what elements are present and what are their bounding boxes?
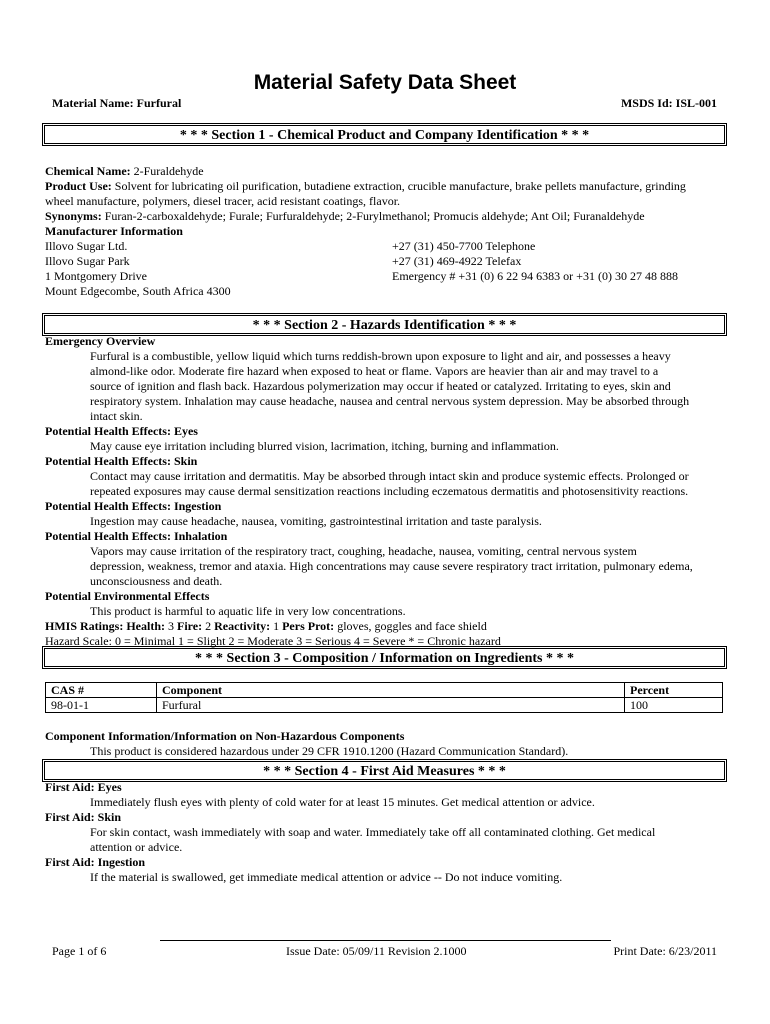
address-line-2: Illovo Sugar Park	[45, 254, 130, 268]
inhalation-effects-text-1: Vapors may cause irritation of the respiratory tract, coughing, headache, nausea, vomiting, central nervous system	[90, 544, 637, 558]
cell-component: Furfural	[157, 698, 625, 713]
address-row-2	[45, 254, 725, 269]
emergency-overview-text-4: respiratory system. Inhalation may cause headache, nausea and central nervous system depression. May be absorbed through	[90, 394, 690, 408]
hazard-scale: Hazard Scale: 0 = Minimal 1 = Slight 2 = Moderate 3 = Serious 4 = Severe * = Chronic hazard	[45, 634, 501, 648]
table-row	[46, 698, 723, 713]
hmis-ratings-line	[45, 619, 725, 634]
telefax: +27 (31) 469-4922 Telefax	[392, 254, 522, 268]
issue-date: Issue Date: 05/09/11 Revision 2.1000	[286, 944, 467, 958]
footer-divider	[160, 940, 611, 941]
hmis-reactivity-value: 1	[273, 619, 280, 633]
non-hazardous-text: This product is considered hazardous under 29 CFR 1910.1200 (Hazard Communication Standard).	[90, 744, 569, 758]
inhalation-effects-text-3: unconsciousness and death.	[90, 574, 223, 588]
inhalation-effects-text-2: depression, weakness, tremor and ataxia. High concentrations may cause severe respiratory tract irritation, pulmonary edema,	[90, 559, 693, 573]
chemical-name-label: Chemical Name:	[45, 164, 131, 178]
manufacturer-label: Manufacturer Information	[45, 224, 183, 238]
emergency-overview-text-5: intact skin.	[90, 409, 143, 423]
address-line-1: Illovo Sugar Ltd.	[45, 239, 128, 253]
product-use-label: Product Use:	[45, 179, 112, 193]
column-header-percent: Percent	[625, 683, 723, 698]
product-use-text: Solvent for lubricating oil purification, butadiene extraction, crucible manufacture, brake pellets manufacture, grinding	[114, 179, 686, 193]
hmis-reactivity-label: Reactivity:	[214, 619, 271, 633]
eyes-effects-label: Potential Health Effects: Eyes	[45, 424, 198, 438]
skin-effects-text-2: repeated exposures may cause dermal sensitization reactions including eczematous dermatitis and photosensitivity reactions.	[90, 484, 689, 498]
emergency-overview-label: Emergency Overview	[45, 334, 156, 348]
non-hazardous-label: Component Information/Information on Non-Hazardous Components	[45, 729, 405, 743]
synonyms-line	[45, 209, 725, 224]
ingestion-effects-label: Potential Health Effects: Ingestion	[45, 499, 222, 513]
first-aid-ingestion-label: First Aid: Ingestion	[45, 855, 146, 869]
emergency-overview-text-3: source of ignition and flash back. Hazardous polymerization may occur if heated or catalyzed. Irritating to eyes, skin and	[90, 379, 671, 393]
print-date: Print Date: 6/23/2011	[613, 944, 717, 958]
hmis-fire-label: Fire:	[177, 619, 203, 633]
column-header-cas: CAS #	[46, 683, 157, 698]
table-header-row	[46, 683, 723, 698]
first-aid-eyes-label: First Aid: Eyes	[45, 780, 122, 794]
section-2-heading: * * * Section 2 - Hazards Identification * * *	[44, 315, 725, 334]
inhalation-effects-label: Potential Health Effects: Inhalation	[45, 529, 228, 543]
address-row-3	[45, 269, 725, 284]
hmis-fire-value: 2	[205, 619, 212, 633]
environmental-effects-text: This product is harmful to aquatic life in very low concentrations.	[90, 604, 406, 618]
first-aid-skin-text-2: attention or advice.	[90, 840, 183, 854]
address-row-1	[45, 239, 725, 254]
skin-effects-text-1: Contact may cause irritation and dermatitis. May be absorbed through intact skin and produce systemic effects. Prolonged or	[90, 469, 689, 483]
section-1-heading: * * * Section 1 - Chemical Product and Company Identification * * *	[44, 125, 725, 144]
material-name: Material Name: Furfural	[52, 96, 182, 110]
page-number: Page 1 of 6	[52, 944, 107, 958]
hmis-pers-prot-label: Pers Prot:	[282, 619, 335, 633]
product-use-text-2: wheel manufacture, polymers, diesel tracer, acid resistant coatings, flavor.	[45, 194, 401, 208]
telephone: +27 (31) 450-7700 Telephone	[392, 239, 536, 253]
section-4-body	[45, 780, 725, 885]
section-4-heading: * * * Section 4 - First Aid Measures * * *	[44, 761, 725, 780]
section-2-body	[45, 334, 725, 649]
chemical-name-line	[45, 164, 725, 179]
msds-id: MSDS Id: ISL-001	[620, 96, 717, 110]
hmis-health-value: 3	[168, 619, 174, 633]
environmental-effects-label: Potential Environmental Effects	[45, 589, 210, 603]
first-aid-ingestion-text: If the material is swallowed, get immediate medical attention or advice -- Do not induce vomiting.	[90, 870, 563, 884]
chemical-name-value: 2-Furaldehyde	[133, 164, 204, 178]
first-aid-skin-label: First Aid: Skin	[45, 810, 122, 824]
first-aid-skin-text-1: For skin contact, wash immediately with soap and water. Immediately take off all contaminated clothing. Get medical	[90, 825, 656, 839]
document-title: Material Safety Data Sheet	[253, 71, 517, 94]
cell-percent: 100	[625, 698, 723, 713]
cell-cas: 98-01-1	[46, 698, 157, 713]
section-3-heading: * * * Section 3 - Composition / Information on Ingredients * * *	[44, 648, 725, 667]
address-line-3: 1 Montgomery Drive	[45, 269, 147, 283]
column-header-component: Component	[157, 683, 625, 698]
synonyms-text: Furan-2-carboxaldehyde; Furale; Furfuraldehyde; 2-Furylmethanol; Promucis aldehyde; Ant Oil; Furanaldehyde	[104, 209, 645, 223]
emergency-phone: Emergency # +31 (0) 6 22 94 6383 or +31 (0) 30 27 48 888	[392, 269, 678, 283]
section-1-body	[45, 164, 725, 299]
hmis-health-label: HMIS Ratings: Health:	[45, 619, 165, 633]
product-use-line	[45, 179, 725, 194]
ingestion-effects-text: Ingestion may cause headache, nausea, vomiting, gastrointestinal irritation and taste paralysis.	[90, 514, 542, 528]
emergency-overview-text-2: almond-like odor. Moderate fire hazard when exposed to heat or flame. Vapors are heavier than air and may travel to a	[90, 364, 659, 378]
first-aid-eyes-text: Immediately flush eyes with plenty of cold water for at least 15 minutes. Get medical attention or advice.	[90, 795, 595, 809]
synonyms-label: Synonyms:	[45, 209, 102, 223]
eyes-effects-text: May cause eye irritation including blurred vision, lacrimation, itching, burning and inflammation.	[90, 439, 559, 453]
emergency-overview-text-1: Furfural is a combustible, yellow liquid which turns reddish-brown upon exposure to light and air, and possesses a heavy	[90, 349, 671, 363]
non-hazardous-info	[45, 729, 725, 759]
hmis-pers-prot-value: gloves, goggles and face shield	[337, 619, 487, 633]
skin-effects-label: Potential Health Effects: Skin	[45, 454, 198, 468]
composition-table	[45, 682, 723, 713]
address-line-4: Mount Edgecombe, South Africa 4300	[45, 284, 231, 298]
